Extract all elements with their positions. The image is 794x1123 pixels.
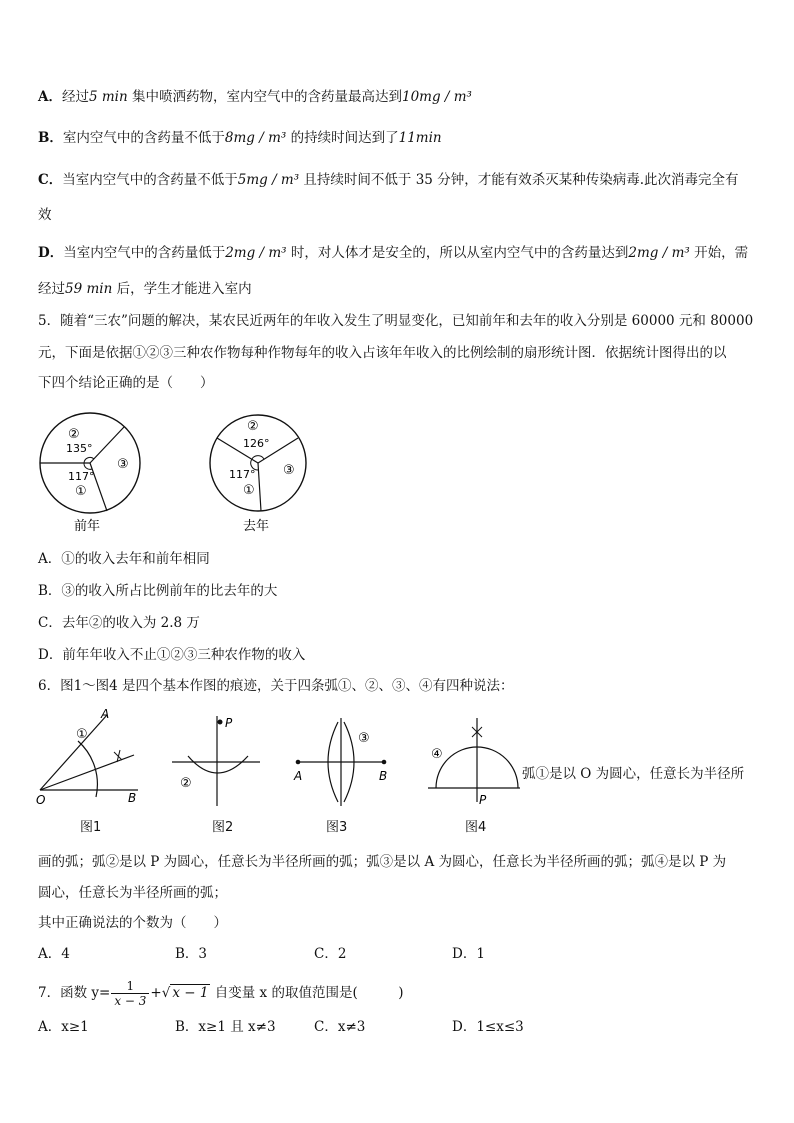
point-a-label: A [101,707,110,721]
point-p-label: P [225,716,233,730]
fraction: $\frac{1}{x - 3}$ [111,979,149,1008]
angle-mark-a [252,456,264,459]
q5-option-d: D．前年年收入不止①②③三种农作物的收入 [38,647,306,663]
chart-caption: 去年 [243,519,270,534]
arc-1-label: ① [76,727,88,742]
figure-4-caption: 图4 [465,820,487,835]
arc-3-label: ③ [358,731,370,746]
bisector-ray [40,755,134,790]
pie-radius-3 [258,463,261,511]
q6-text-cont-2: 圆心，任意长为半径所画的弧； [38,885,227,901]
slice-label-1: ① [75,484,87,499]
q4-option-c: C．当室内空气中的含药量不低于5mg / m³ 且持续时间不低于 35 分钟，才能有效杀灭某种传染病毒.此次消毒完全有 [38,172,739,188]
angle-label-b: 117° [229,468,256,481]
q4-option-d-cont: 经过59 min 后，学生才能进入室内 [38,281,252,297]
q6-option-c: C．2 [314,946,347,962]
q5-stem-2: 元，下面是依据①②③三种农作物每种作物每年的收入占该年年收入的比例绘制的扇形统计图．依据统计图得出的以 [38,345,727,361]
q4-option-d: D．当室内空气中的含药量低于2mg / m³ 时，对人体才是安全的，所以从室内空气中的含药量达到2mg / m³ 开始，需 [38,245,749,261]
angle-label-a: 135° [66,442,93,455]
pie-chart-last-year [203,410,323,540]
q4-option-c-cont: 效 [38,207,52,223]
slice-label-2: ② [68,427,80,442]
q7-option-c: C．x≠3 [314,1019,366,1035]
figure-2-caption: 图2 [212,820,234,835]
figure-3-caption: 图3 [326,820,348,835]
slice-label-3: ③ [283,463,295,478]
q6-option-a: A．4 [38,946,70,962]
point-p [218,720,223,725]
point-b-label: B [128,791,137,805]
pie-chart-previous-year [32,410,152,540]
q6-question: 其中正确说法的个数为（ ） [38,915,227,931]
q7-stem: 7．函数 y= $\frac{1}{x - 3}$ +√ x − 1 自变量 x 的取值范围是( ) [38,979,404,1008]
point-p-label: P [479,793,487,807]
slice-label-3: ③ [117,457,129,472]
q5-option-c: C．去年②的收入为 2.8 万 [38,615,200,631]
slice-label-1: ① [243,483,255,498]
q5-option-a: A．①的收入去年和前年相同 [38,551,210,567]
q5-stem-3: 下四个结论正确的是（ ） [38,375,214,391]
q6-stem: 6．图1～图4 是四个基本作图的痕迹，关于四条弧①、②、③、④有四种说法： [38,678,514,694]
figure-1 [34,705,144,810]
q6-side-text: 弧①是以 O 为圆心，任意长为半径所 [522,766,745,782]
q6-text-cont-1: 画的弧；弧②是以 P 为圆心，任意长为半径所画的弧；弧③是以 A 为圆心，任意长为半径所画的弧；弧④是以 P 为 [38,854,727,870]
point-o-label: O [36,793,46,807]
q4-option-a: A．经过5 min 集中喷洒药物，室内空气中的含药量最高达到10mg / m³ [38,89,472,105]
angle-label-a: 126° [243,437,270,450]
q5-option-b: B．③的收入所占比例前年的比去年的大 [38,583,278,599]
q4-option-b: B．室内空气中的含药量不低于8mg / m³ 的持续时间达到了11min [38,130,442,146]
q7-option-b: B．x≥1 且 x≠3 [175,1019,276,1035]
q7-option-d: D．1≤x≤3 [452,1019,524,1035]
arc-4-label: ④ [431,747,443,762]
q6-option-d: D．1 [452,946,485,962]
point-b-label: B [379,769,388,783]
point-a [296,760,301,765]
arc-2 [188,756,248,773]
slice-label-2: ② [247,419,259,434]
angle-label-b: 117° [68,470,95,483]
figure-1-caption: 图1 [80,820,102,835]
q6-option-b: B．3 [175,946,208,962]
q5-stem-1: 5．随着“三农”问题的解决，某农民近两年的年收入发生了明显变化，已知前年和去年的收入分别是 60000 元和 80000 [38,313,754,329]
chart-caption: 前年 [74,519,101,534]
figure-3 [288,710,394,810]
arc-1 [78,741,97,797]
point-a-label: A [294,769,303,783]
point-b [382,760,387,765]
arc-2-label: ② [180,776,192,791]
figure-2 [168,712,264,810]
figure-4 [424,712,524,812]
q7-option-a: A．x≥1 [38,1019,89,1035]
